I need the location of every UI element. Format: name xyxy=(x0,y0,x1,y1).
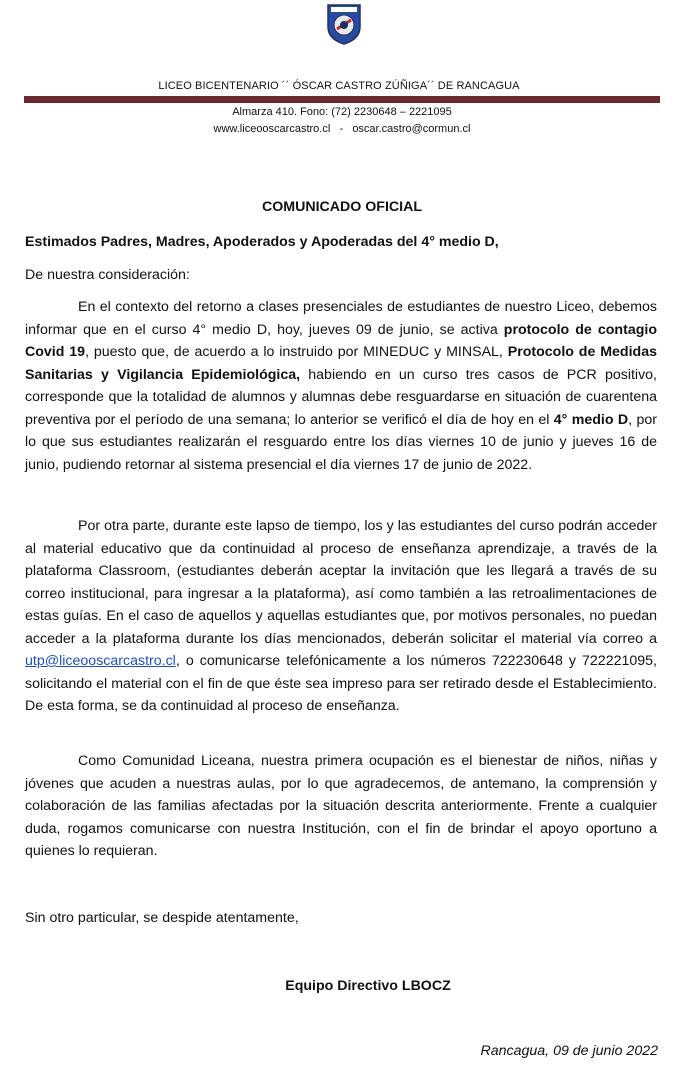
signer-name: Equipo Directivo LBOCZ xyxy=(285,978,451,994)
paragraph-text: , o comunicarse telefónicamente a los números 722230648 y 722221095, solicitando el material con el fin de que éste sea impreso para ser retirado desde el Establecimiento. De esta forma, se da continuidad al proceso de enseñanza. xyxy=(25,653,657,714)
school-address: Almarza 410. Fono: (72) 2230648 – 2221095 xyxy=(232,106,452,118)
paragraph-text: Por otra parte, durante este lapso de tiempo, los y las estudiantes del curso podrán acceder al material educativo que da continuidad al proceso de enseñanza aprendizaje, a través de la plataforma Classroom, (estudiantes deberán aceptar la invitación que les llegará a través de su correo institucional, para ingresar a la plataforma), así como también a las retroalimentaciones de estas guías. En el caso de aquellos y aquellas estudiantes que, por motivos personales, no puedan acceder a la plataforma durante los días mencionados, deberán solicitar el material vía correo a xyxy=(25,518,657,647)
sanitary-protocol-emphasis: Protocolo de Medidas Sanitarias y Vigilancia Epidemiológica, xyxy=(25,344,657,383)
header-divider-bar xyxy=(24,96,660,103)
place-and-date: Rancagua, 09 de junio 2022 xyxy=(480,1043,658,1059)
school-name: LICEO BICENTENARIO ´´ ÓSCAR CASTRO ZÚÑIGA´´ DE RANCAGUA xyxy=(158,80,520,92)
opening-line: De nuestra consideración: xyxy=(25,267,190,283)
paragraph-learning-material xyxy=(25,515,657,718)
paragraph-text: habiendo en un curso tres casos de PCR positivo, corresponde que la totalidad de alumnos y alumnas debe resguardarse en situación de cuarentena preventiva por el período de una semana; lo anterior se verificó el día de hoy en el xyxy=(25,366,657,428)
contact-separator: - xyxy=(339,123,344,135)
course-emphasis: 4° medio D xyxy=(553,411,629,428)
paragraph-quarantine-notice xyxy=(25,296,657,476)
paragraph-text: , por lo que sus estudiantes realizarán el resguardo entre los días viernes 10 de junio y jueves 16 de junio, pudiendo retornar al sistema presencial el día viernes 17 de junio de 2022. xyxy=(25,411,657,473)
protocol-emphasis: protocolo de contagio Covid 19 xyxy=(25,321,657,360)
farewell-line: Sin otro particular, se despide atentamente, xyxy=(25,910,299,926)
paragraph-text: , puesto que, de acuerdo a lo instruido por MINEDUC y MINSAL, xyxy=(85,344,508,360)
salutation: Estimados Padres, Madres, Apoderados y Apoderadas del 4° medio D, xyxy=(25,234,499,250)
paragraph-text: En el contexto del retorno a clases presenciales de estudiantes de nuestro Liceo, debemos informar que en el curso 4° medio D, hoy, jueves 09 de junio, se activa xyxy=(25,299,657,338)
paragraph-community: Como Comunidad Liceana, nuestra primera ocupación es el bienestar de niños, niñas y jóvenes que acuden a nuestras aulas, por lo que agradecemos, de antemano, la comprensión y colaboración de las familias afectadas por la situación descrita anteriormente. Frente a cualquier duda, rogamos comunicarse con nuestra Institución, con el fin de brindar el apoyo oportuno a quienes lo requieran. xyxy=(25,753,657,859)
school-contact-line xyxy=(0,123,678,135)
school-logo xyxy=(326,3,362,45)
school-website[interactable]: www.liceooscarcastro.cl xyxy=(213,123,331,135)
document-title: COMUNICADO OFICIAL xyxy=(262,199,422,215)
school-email[interactable]: oscar.castro@cormun.cl xyxy=(352,123,471,135)
utp-email-link[interactable]: utp@liceooscarcastro.cl xyxy=(25,653,176,669)
